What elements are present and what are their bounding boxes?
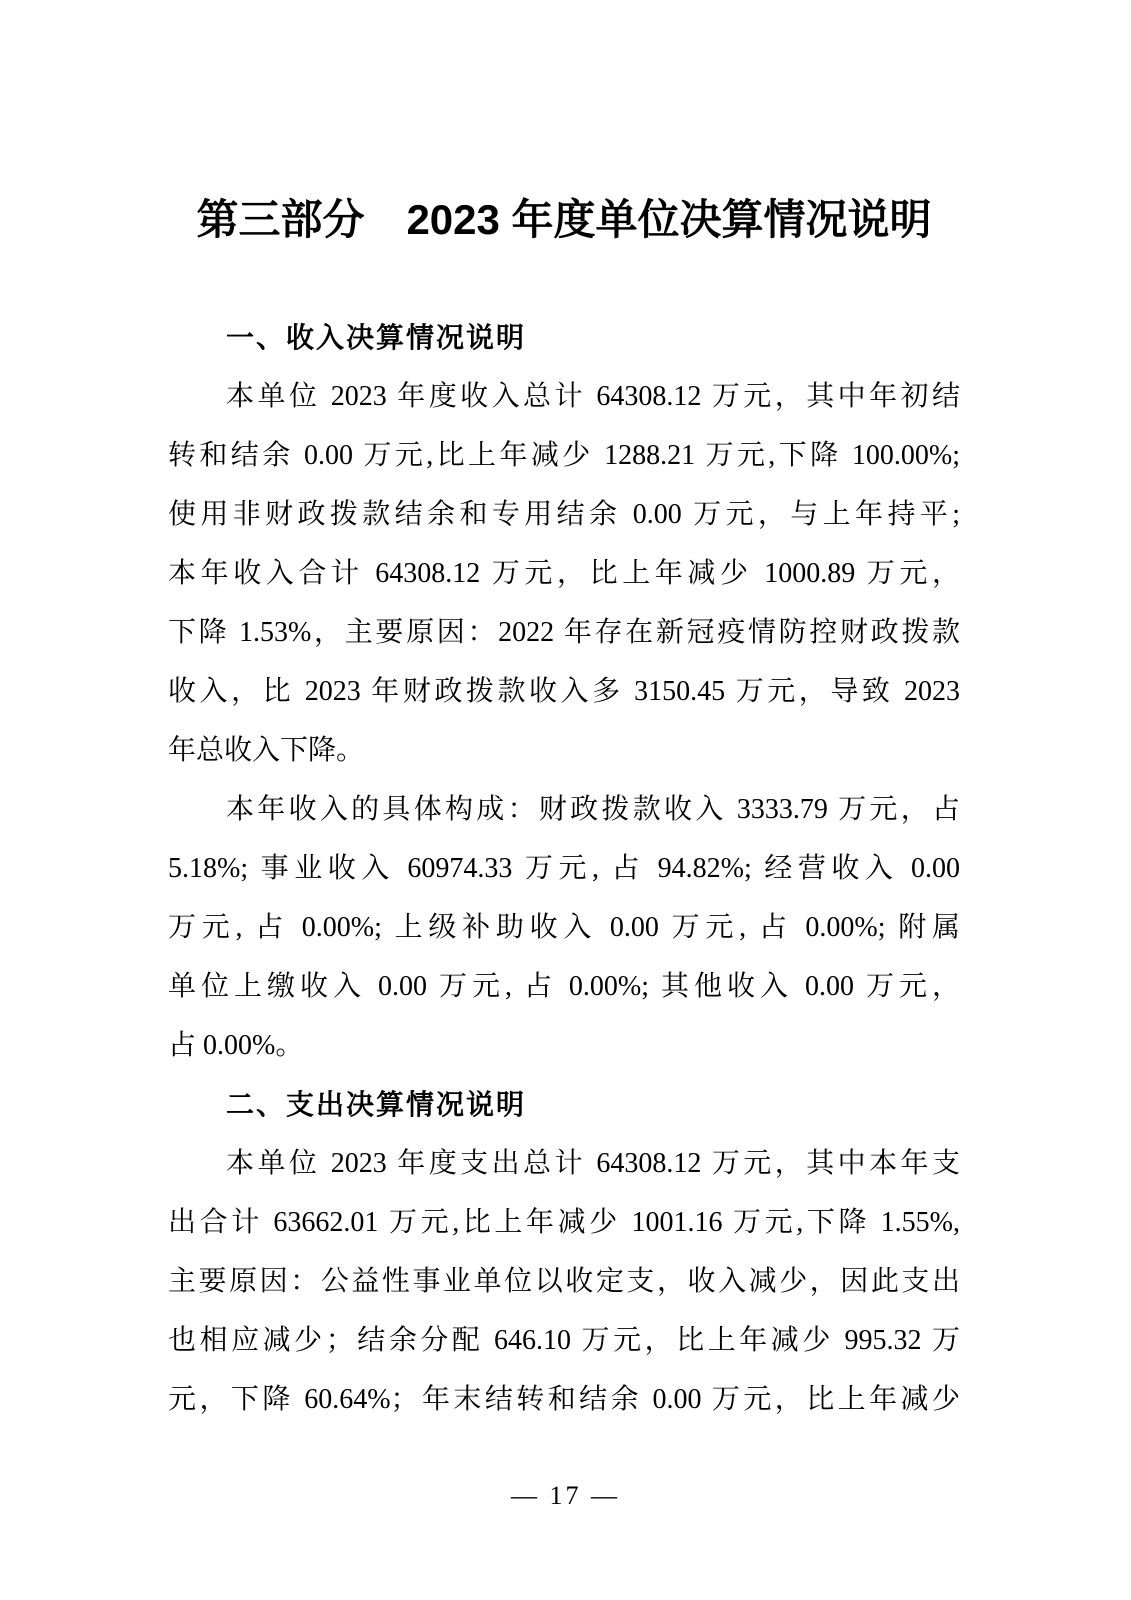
text-line: 下降 1.53%，主要原因：2022 年存在新冠疫情防控财政拨款 <box>168 617 960 648</box>
text-line: 本年收入合计 64308.12 万元，比上年减少 1000.89 万元， <box>168 558 960 589</box>
text-line: 5.18%; 事业收入 60974.33 万元, 占 94.82%; 经营收入 0.00 <box>168 853 960 884</box>
text-line: 元，下降 60.64%；年末结转和结余 0.00 万元，比上年减少 <box>168 1384 960 1415</box>
text-line: 单位上缴收入 0.00 万元, 占 0.00%; 其他收入 0.00 万元， <box>168 971 960 1002</box>
text-line: 收入，比 2023 年财政拨款收入多 3150.45 万元，导致 2023 <box>168 676 960 707</box>
text-line: 万元, 占 0.00%; 上级补助收入 0.00 万元, 占 0.00%; 附属 <box>168 912 960 943</box>
text-line: 本单位 2023 年度收入总计 64308.12 万元，其中年初结 <box>226 381 960 412</box>
text-line: 主要原因：公益性事业单位以收定支，收入减少，因此支出 <box>168 1266 960 1297</box>
text-line: 本年收入的具体构成：财政拨款收入 3333.79 万元，占 <box>226 794 960 825</box>
text-line: 使用非财政拨款结余和专用结余 0.00 万元，与上年持平; <box>168 499 960 530</box>
text-line: 本单位 2023 年度支出总计 64308.12 万元，其中本年支 <box>226 1148 960 1179</box>
text-line: 也相应减少；结余分配 646.10 万元，比上年减少 995.32 万 <box>168 1325 960 1356</box>
page-number: — 17 — <box>511 1481 620 1510</box>
sections-container <box>168 308 960 1429</box>
text-line: 转和结余 0.00 万元,比上年减少 1288.21 万元,下降 100.00%; <box>168 440 960 471</box>
text-line: 出合计 63662.01 万元,比上年减少 1001.16 万元,下降 1.55%, <box>168 1207 960 1238</box>
section-heading: 二、支出决算情况说明 <box>226 1089 527 1120</box>
text-line: 占 0.00%。 <box>168 1030 304 1061</box>
section-heading: 一、收入决算情况说明 <box>226 322 527 353</box>
page-title: 第三部分 2023 年度单位决算情况说明 <box>196 196 932 243</box>
document-body <box>168 190 960 1429</box>
text-line: 年总收入下降。 <box>168 735 365 766</box>
